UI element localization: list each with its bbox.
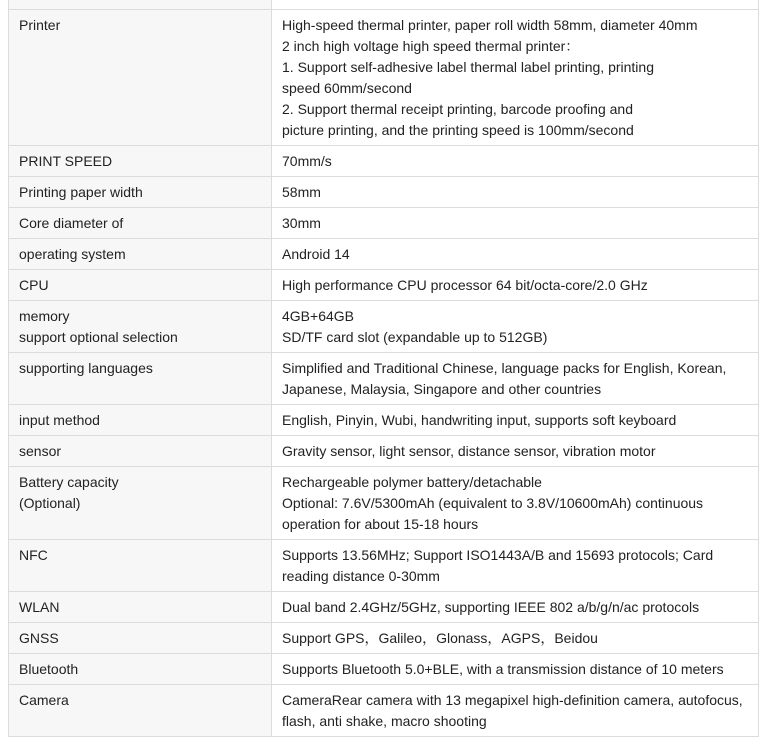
spec-label: WLAN [19,599,60,615]
spec-label-cell [9,270,272,301]
spec-value: SD/TF card slot (expandable up to 512GB) [282,329,548,345]
spec-value: flash, anti shake, macro shooting [282,713,487,729]
spec-value: 58mm [282,184,321,200]
spec-value: Rechargeable polymer battery/detachable [282,474,542,490]
table-row [9,540,759,592]
spec-table [8,0,759,737]
spec-value: Gravity sensor, light sensor, distance sensor, vibration motor [282,443,656,459]
spec-label-cell [9,540,272,592]
spec-table-body [9,0,759,737]
table-row [9,10,759,146]
spec-label: (Optional) [19,495,81,511]
spec-label: supporting languages [19,360,153,376]
spec-label-cell [9,623,272,654]
spec-value-cell [272,436,759,467]
spec-value-cell [272,146,759,177]
table-row [9,467,759,540]
spec-label-cell [9,177,272,208]
spec-label: memory [19,308,70,324]
spec-label-cell [9,353,272,405]
spec-value-cell [272,592,759,623]
spec-value-cell [272,301,759,353]
spec-value-cell [272,0,759,10]
spec-label: CPU [19,277,49,293]
spec-value-cell [272,10,759,146]
spec-value: speed 60mm/second [282,80,412,96]
spec-label-cell [9,10,272,146]
table-row [9,436,759,467]
spec-value: Android 14 [282,246,350,262]
spec-label: support optional selection [19,329,178,345]
spec-value-cell [272,467,759,540]
spec-value-cell [272,353,759,405]
spec-value: Simplified and Traditional Chinese, language packs for English, Korean, [282,360,727,376]
table-row [9,270,759,301]
spec-label: sensor [19,443,62,459]
spec-label-cell [9,467,272,540]
spec-label-cell [9,146,272,177]
spec-label: operating system [19,246,126,262]
spec-value-cell [272,270,759,301]
table-row-partial [9,0,759,10]
table-row [9,239,759,270]
spec-label: GNSS [19,630,59,646]
spec-value: High performance CPU processor 64 bit/octa-core/2.0 GHz [282,277,648,293]
spec-value-cell [272,405,759,436]
spec-value: Japanese, Malaysia, Singapore and other countries [282,381,602,397]
spec-value: picture printing, and the printing speed is 100mm/second [282,122,634,138]
spec-value-cell [272,540,759,592]
spec-label-cell [9,685,272,737]
spec-value: Dual band 2.4GHz/5GHz, supporting IEEE 802 a/b/g/n/ac protocols [282,599,700,615]
spec-value: CameraRear camera with 13 megapixel high-definition camera, autofocus, [282,692,743,708]
spec-label: Camera [19,692,69,708]
spec-value-cell [272,654,759,685]
table-row [9,208,759,239]
table-row [9,592,759,623]
spec-value: 2 inch high voltage high speed thermal printer： [282,38,580,54]
table-row [9,685,759,737]
spec-value: High-speed thermal printer, paper roll width 58mm, diameter 40mm [282,17,698,33]
spec-label: NFC [19,547,48,563]
spec-value: Support GPS，Galileo，Glonass，AGPS，Beidou [282,630,598,646]
spec-value: operation for about 15-18 hours [282,516,479,532]
spec-value-cell [272,177,759,208]
spec-value-cell [272,685,759,737]
table-row [9,301,759,353]
table-row [9,405,759,436]
table-row [9,623,759,654]
table-row [9,654,759,685]
spec-label-cell [9,436,272,467]
table-row [9,146,759,177]
spec-value: 4GB+64GB [282,308,354,324]
spec-label: input method [19,412,100,428]
spec-label-cell [9,0,272,10]
spec-label-cell [9,592,272,623]
spec-label: Bluetooth [19,661,79,677]
table-row [9,177,759,208]
spec-value: Optional: 7.6V/5300mAh (equivalent to 3.8V/10600mAh) continuous [282,495,704,511]
spec-label-cell [9,208,272,239]
spec-value: 70mm/s [282,153,332,169]
spec-label: PRINT SPEED [19,153,113,169]
spec-value-cell [272,239,759,270]
spec-label-cell [9,405,272,436]
spec-label-cell [9,239,272,270]
spec-value: English, Pinyin, Wubi, handwriting input, supports soft keyboard [282,412,677,428]
spec-value: 2. Support thermal receipt printing, barcode proofing and [282,101,633,117]
spec-label-cell [9,301,272,353]
spec-label-cell [9,654,272,685]
spec-label: Printing paper width [19,184,143,200]
spec-label: Core diameter of [19,215,124,231]
spec-label: Printer [19,17,61,33]
spec-value: reading distance 0-30mm [282,568,440,584]
spec-value-cell [272,623,759,654]
spec-value-cell [272,208,759,239]
spec-value: 1. Support self-adhesive label thermal label printing, printing [282,59,654,75]
spec-value: Supports Bluetooth 5.0+BLE, with a transmission distance of 10 meters [282,661,724,677]
table-row [9,353,759,405]
spec-value: 30mm [282,215,321,231]
spec-value: Supports 13.56MHz; Support ISO1443A/B and 15693 protocols; Card [282,547,714,563]
spec-label: Battery capacity [19,474,119,490]
